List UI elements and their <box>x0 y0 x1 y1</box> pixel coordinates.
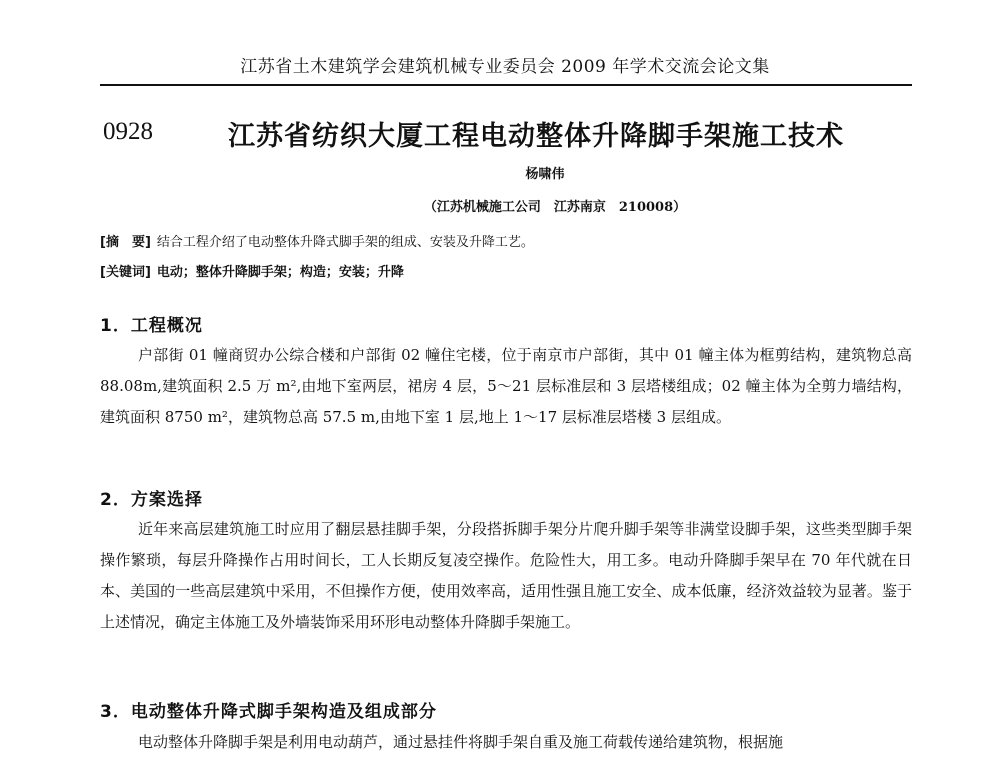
paper-number: 0928 <box>103 118 153 145</box>
paper-title: 江苏省纺织大厦工程电动整体升降脚手架施工技术 <box>228 121 844 152</box>
section-heading-scheme: 2．方案选择 <box>100 490 203 510</box>
keywords-text: 电动；整体升降脚手架；构造；安装；升降 <box>156 265 404 280</box>
abstract <box>100 231 534 250</box>
abstract-text: 结合工程介绍了电动整体升降式脚手架的组成、安装及升降工艺。 <box>156 235 534 250</box>
running-header: 江苏省土木建筑学会建筑机械专业委员会 2009 年学术交流会论文集 <box>240 57 770 77</box>
keywords-label: [关键词] <box>100 265 151 280</box>
author: 杨啸伟 <box>525 167 565 182</box>
abstract-label: [摘 要] <box>100 235 151 250</box>
header-rule <box>100 84 912 86</box>
section-paragraph-overview: 户部街 01 幢商贸办公综合楼和户部街 02 幢住宅楼，位于南京市户部街，其中 01 幢主体为框剪结构，建筑物总高 88.08m,建筑面积 2.5 万 m²,由地下室两层，裙房 4 层，5～21 层标准层和 3 层塔楼组成；02 幢主体为全剪力墙结构，建筑面积 8750 m²，建筑物总高 57.5 m,由地下室 1 层,地上 1～17 层标准层塔楼 3 层组成。 <box>100 346 912 426</box>
affiliation: （江苏机械施工公司 江苏南京 210008） <box>423 200 687 215</box>
keywords <box>100 261 404 280</box>
section-heading-structure: 3．电动整体升降式脚手架构造及组成部分 <box>100 702 437 722</box>
section-paragraph-scheme: 近年来高层建筑施工时应用了翻层悬挂脚手架，分段搭拆脚手架分片爬升脚手架等非满堂设脚手架，这些类型脚手架操作繁琐，每层升降操作占用时间长，工人长期反复凌空操作。危险性大，用工多。电动升降脚手架早在 70 年代就在日本、美国的一些高层建筑中采用，不但操作方便，使用效率高，适用性强且施工安全、成本低廉，经济效益较为显著。鉴于上述情况，确定主体施工及外墙装饰采用环形电动整体升降脚手架施工。 <box>100 520 912 631</box>
section-paragraph-structure: 电动整体升降脚手架是利用电动葫芦，通过悬挂件将脚手架自重及施工荷载传递给建筑物，根据施 <box>138 733 784 751</box>
section-heading-overview: 1．工程概况 <box>100 316 203 336</box>
